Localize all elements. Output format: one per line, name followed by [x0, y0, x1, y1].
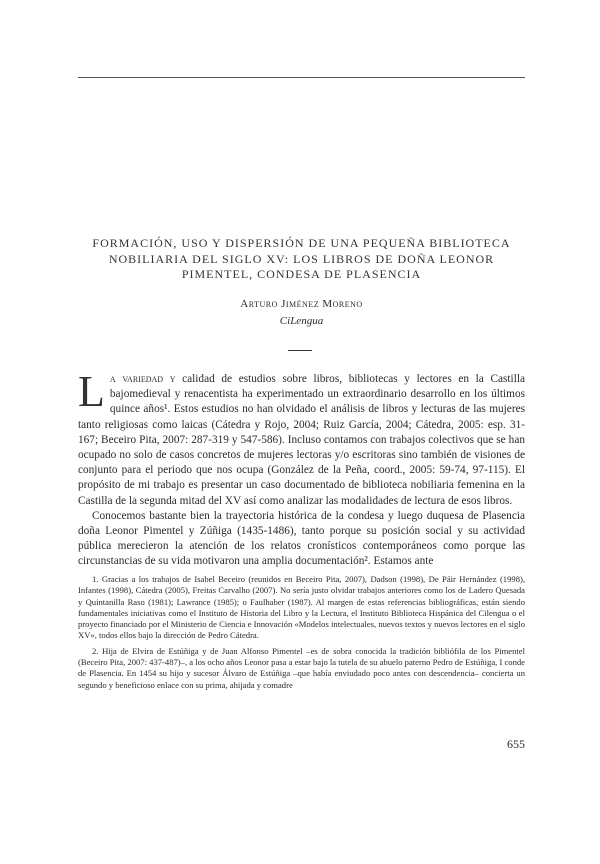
footnote-2: 2. Hija de Elvira de Estúñiga y de Juan Alfonso Pimentel –es de sobra conocida la tradición bibliófila de los Pimentel (Beceiro Pita, 2007: 437-487)–, a los ocho años Leonor pasa a estar bajo la tutela de su abuelo paterno Pedro de Estúñiga, I conde de Plasencia. En 1454 su hijo y sucesor Álvaro de Estúñiga –que había enviudado poco antes con descendencia– concierta un segundo y beneficioso enlace con su prima, ahijada y comadre: [78, 645, 525, 690]
author-affiliation: CiLengua: [279, 315, 324, 327]
footnote-1: 1. Gracias a los trabajos de Isabel Beceiro (reunidos en Beceiro Pita, 2007), Dadson (1998), De Páir Hernández (1998), Infantes (1998), Cátedra (2005), Freitas Carvalho (2007). No sería justo olvidar trabajos anteriores como los de Ladero Quesada y Quintanilla Raso (1981); Lawrance (1985); o Faulhaber (1987). Al margen de estas referencias bibliográficas, están siendo fundamentales iniciativas como el Instituto de Historia del Libro y la Lectura, el Instituto Biblioteca Hispánica del Cilengua o el proyecto financiado por el Ministerio de Ciencia e Innovación «Modelos intelectuales, nuevos textos y nuevos lectores en el siglo XV», todos ellos bajo la dirección de Pedro Cátedra.: [78, 574, 525, 641]
author-name: Arturo Jiménez Moreno: [240, 298, 363, 310]
section-divider: [288, 350, 312, 351]
title-line-2: NOBILIARIA DEL SIGLO XV: LOS LIBROS DE DOÑA LEONOR: [108, 251, 495, 266]
footnotes: [78, 574, 525, 691]
paragraph-1-text: calidad de estudios sobre libros, bibliotecas y lectores en la Castilla bajomedieval y renacentista ha experimentado un extraordinario desarrollo en los últimos quince años¹. Estos estudios no han olvidado el análisis de libros y lecturas de las mujeres tanto religiosas como laicas (Cátedra y Rojo, 2004; Ruiz García, 2004; Cátedra, 2005: esp. 31-167; Beceiro Pita, 2007: 287-319 y 547-586). Incluso contamos con trabajos colectivos que se han ocupado no solo de casos concretos de mujeres lectoras y/o escritoras sino también de visiones de conjunto para el periodo que nos ocupa (González de la Peña, coord., 2005: 59-74, 97-115). El propósito de mi trabajo es presentar un caso documentado de biblioteca nobiliaria femenina en la Castilla de la segunda mitad del XV así como analizar las modalidades de lectura de esos libros.: [78, 373, 525, 507]
title-line-1: FORMACIÓN, USO Y DISPERSIÓN DE UNA PEQUEÑA BIBLIOTECA: [92, 236, 511, 250]
top-rule: [78, 77, 525, 78]
title-line-3: PIMENTEL, CONDESA DE PLASENCIA: [181, 267, 422, 281]
lead-in: a variedad y: [109, 373, 176, 385]
article-title: [78, 236, 525, 283]
drop-cap: L: [78, 367, 105, 416]
paragraph-1: [78, 367, 525, 509]
body-text: [78, 367, 525, 570]
paragraph-2: Conocemos bastante bien la trayectoria histórica de la condesa y luego duquesa de Plasencia doña Leonor Pimentel y Zúñiga (1435-1486), tanto porque su posición social y su actividad pública merecieron la atención de los relatos cronísticos contemporáneos como porque las circunstancias de su vida motivaron una amplia documentación². Estamos ante: [78, 509, 525, 568]
page-number: 655: [507, 737, 525, 751]
